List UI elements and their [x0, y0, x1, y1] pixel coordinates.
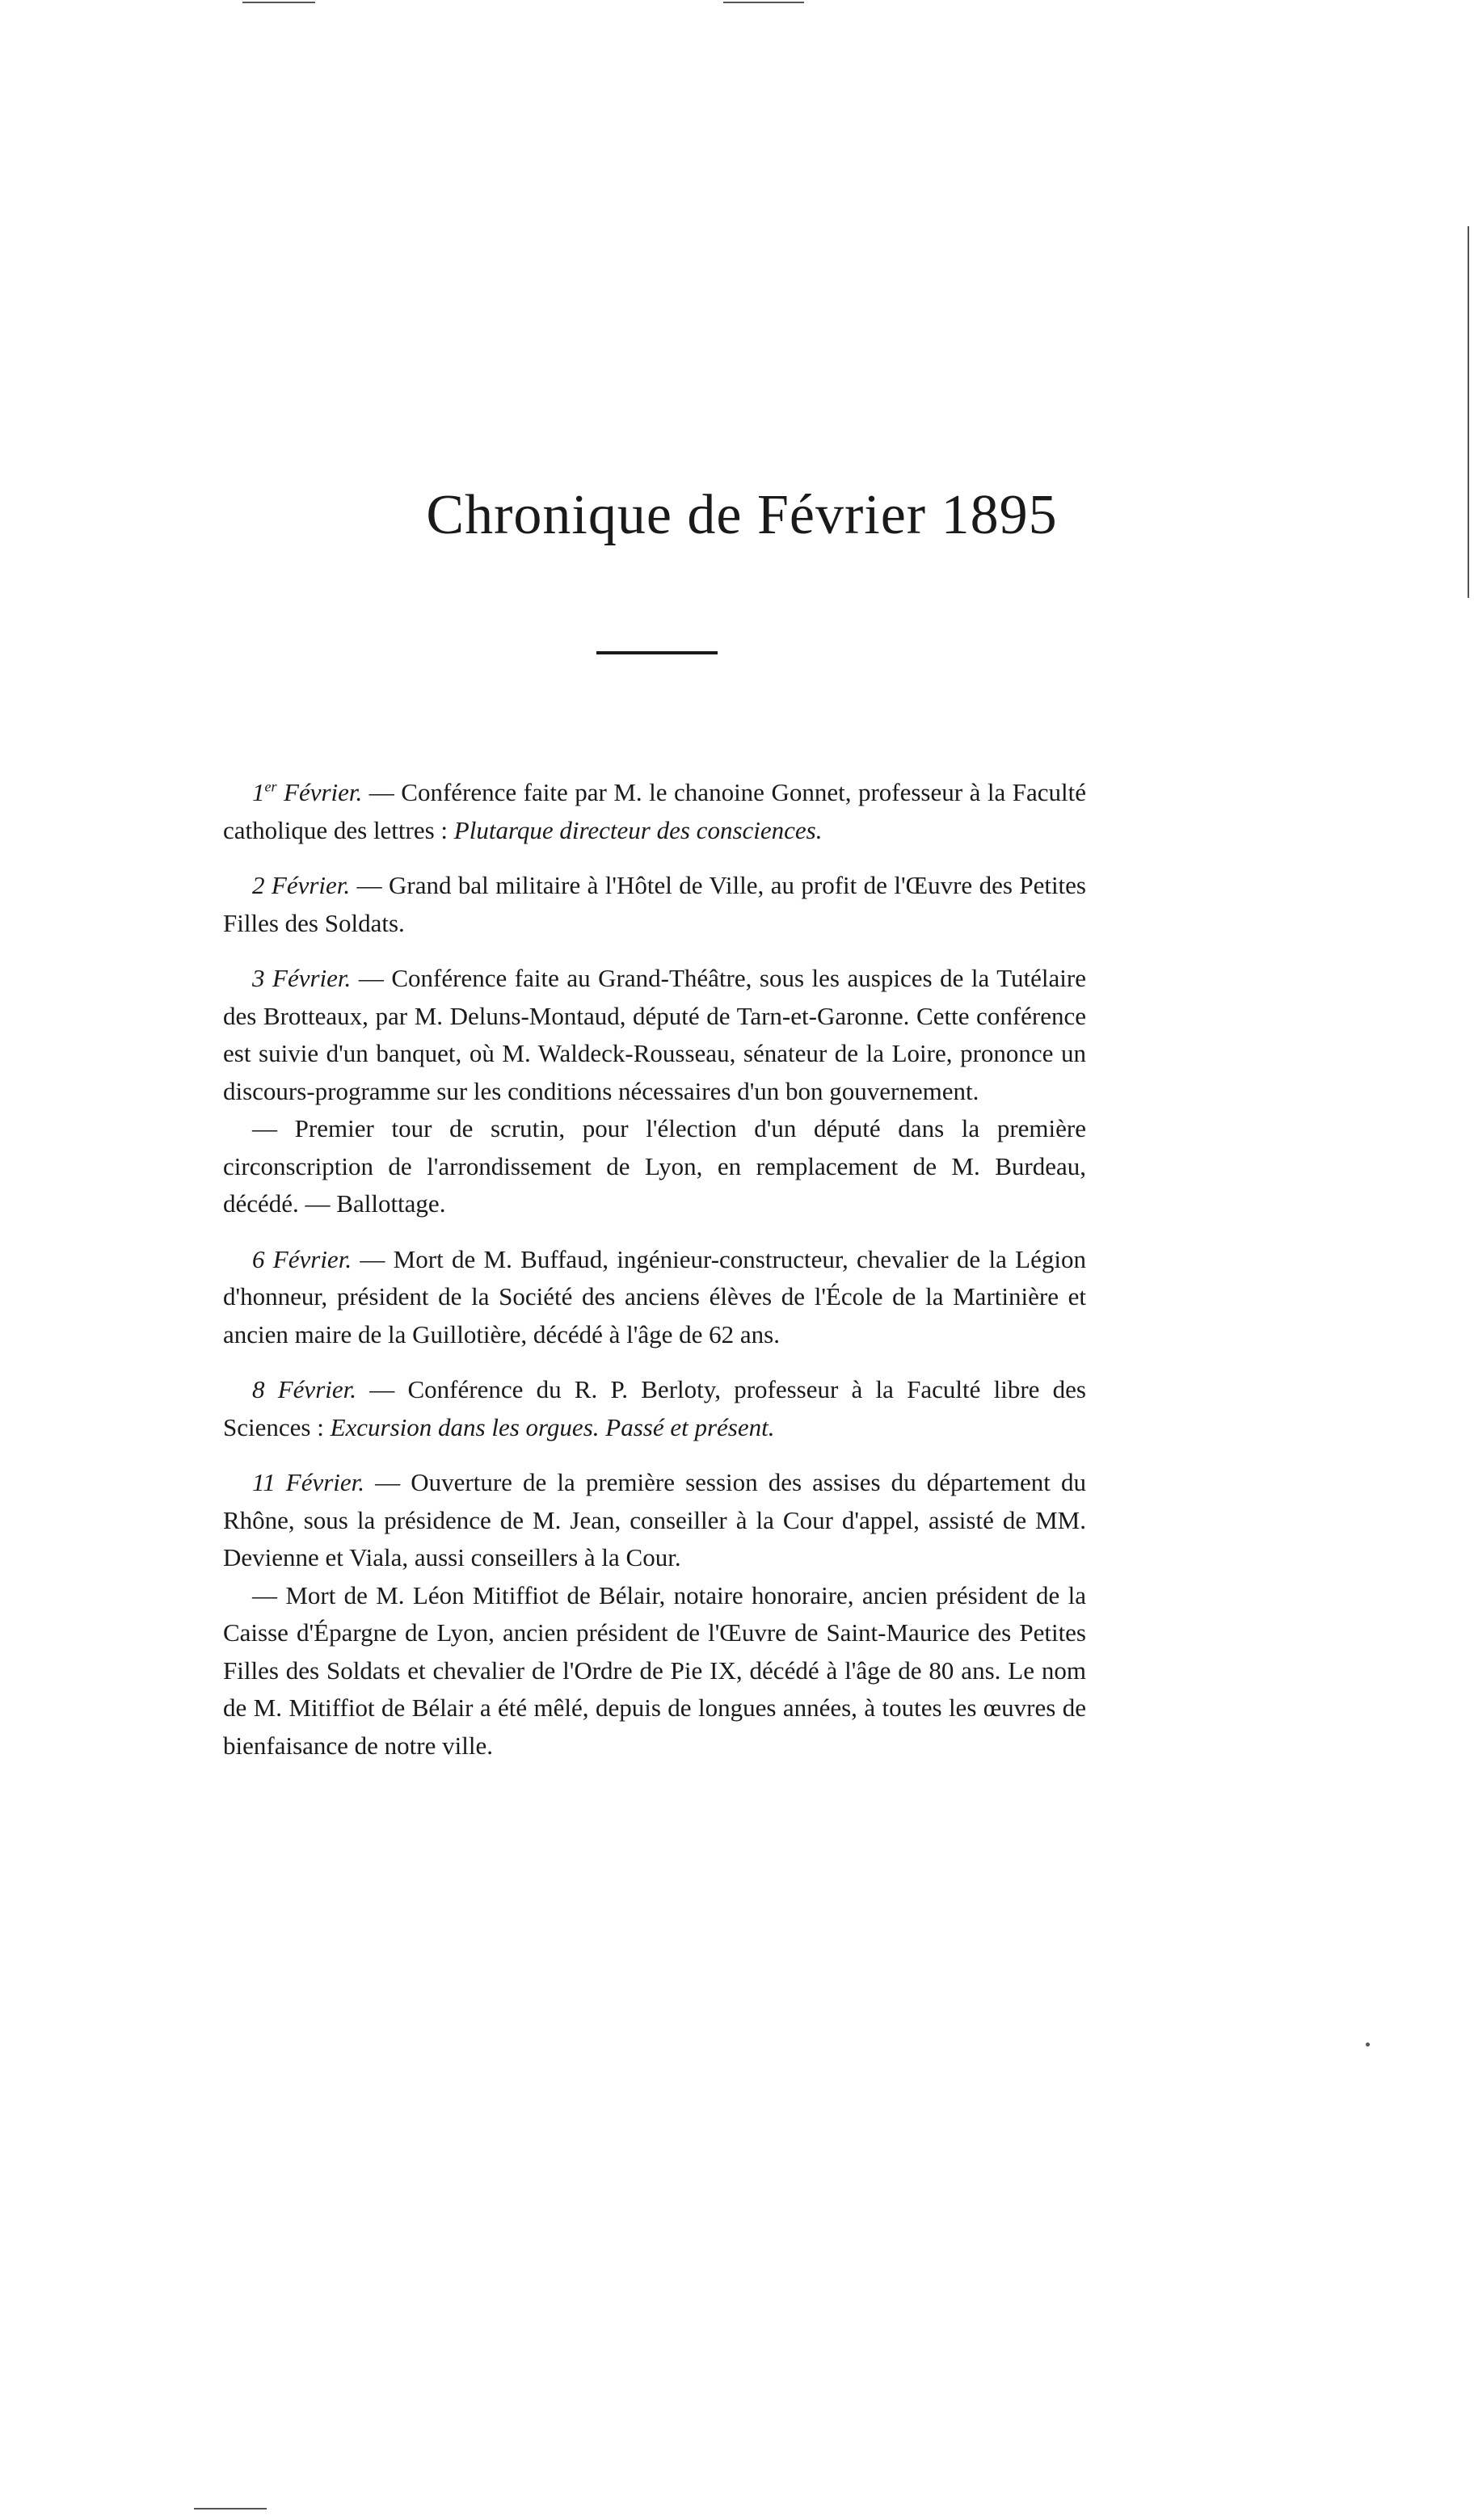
entry-1-fevrier	[223, 774, 1086, 849]
entry-title-italic: Plutarque directeur des consciences.	[453, 815, 823, 844]
entry-date: 1er Février.	[252, 778, 363, 806]
scan-mark-top	[242, 2, 315, 3]
entry-11-fevrier	[223, 1464, 1086, 1577]
entry-date: 11 Février.	[252, 1468, 365, 1496]
entry-text: — Premier tour de scrutin, pour l'élection d'un député dans la première circonscription de l'arrondissement de Lyon, en remplacement de M. Burdeau, décédé. — Ballottage.	[223, 1114, 1086, 1218]
entry-3-fevrier	[223, 960, 1086, 1110]
entry-text: — Grand bal militaire à l'Hôtel de Ville, au profit de l'Œuvre des Petites Filles des Soldats.	[223, 871, 1086, 937]
entry-text: — Mort de M. Léon Mitiffiot de Bélair, notaire honoraire, ancien président de la Caisse d'Épargne de Lyon, ancien président de l'Œuvre de Saint-Maurice des Petites Filles des Soldats et chevalier de l'Ordre de Pie IX, décédé à l'âge de 80 ans. Le nom de M. Mitiffiot de Bélair a été mêlé, depuis de longues années, à toutes les œuvres de bienfaisance de notre ville.	[223, 1580, 1086, 1760]
entry-date: 3 Février.	[252, 964, 352, 992]
entry-8-fevrier	[223, 1371, 1086, 1446]
entry-2-fevrier	[223, 867, 1086, 942]
entry-text: — Conférence faite au Grand-Théâtre, sous les auspices de la Tutélaire des Brotteaux, par M. Deluns-Montaud, député de Tarn-et-Garonne. Cette conférence est suivie d'un banquet, où M. Waldeck-Rousseau, sénateur de la Loire, prononce un discours-programme sur les conditions nécessaires d'un bon gouvernement.	[223, 964, 1086, 1105]
scan-mark-dot	[1366, 2043, 1370, 2047]
entry-text: — Conférence faite par M. le chanoine Gonnet, professeur à la Faculté catholique des lettres :	[223, 778, 1086, 844]
title-divider	[596, 651, 718, 654]
entry-text: — Mort de M. Buffaud, ingénieur-constructeur, chevalier de la Légion d'honneur, président de la Société des anciens élèves de l'École de la Martinière et ancien maire de la Guillotière, décédé à l'âge de 62 ans.	[223, 1244, 1086, 1348]
scan-mark-top-2	[723, 2, 804, 3]
entry-date: 2 Février.	[252, 871, 351, 899]
entry-6-fevrier	[223, 1241, 1086, 1354]
entry-date: 8 Février.	[252, 1375, 357, 1403]
entry-text: — Conférence du R. P. Berloty, professeur à la Faculté libre des Sciences :	[223, 1375, 1087, 1441]
entry-title-italic: Excursion dans les orgues. Passé et présent.	[330, 1412, 775, 1441]
entry-11-fevrier-continued	[223, 1577, 1086, 1765]
chronicle-entries	[223, 774, 1086, 1782]
entry-text: — Ouverture de la première session des assises du département du Rhône, sous la présidence de M. Jean, conseiller à la Cour d'appel, assisté de MM. Devienne et Viala, aussi conseillers à la Cour.	[223, 1468, 1086, 1571]
page-title: Chronique de Février 1895	[426, 484, 1058, 546]
entry-3-fevrier-continued	[223, 1110, 1086, 1223]
scan-mark-bottom	[194, 2508, 267, 2509]
entry-date: 6 Février.	[252, 1244, 352, 1273]
